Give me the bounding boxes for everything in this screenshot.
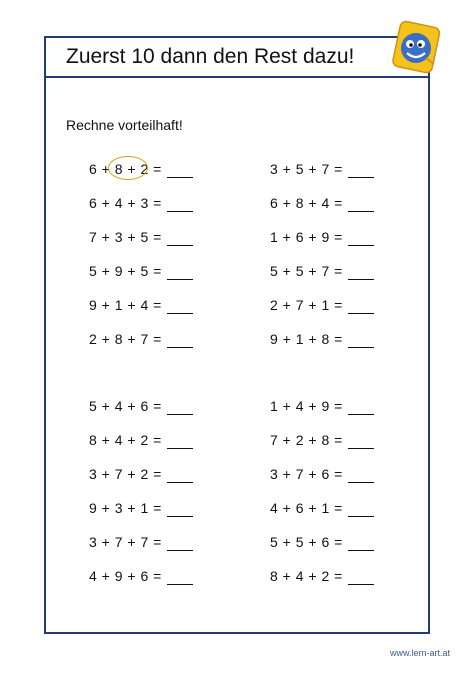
footer-url[interactable]: www.lern-art.at	[389, 648, 450, 658]
task-item	[270, 297, 410, 331]
task-item	[89, 195, 229, 229]
task-item	[89, 500, 229, 534]
answer-blank[interactable]	[348, 568, 374, 585]
task-item	[89, 432, 229, 466]
task-item	[270, 161, 410, 195]
task-item	[89, 263, 229, 297]
task-item	[270, 263, 410, 297]
task-expression: 3 + 7 + 7 =	[89, 534, 162, 550]
answer-blank[interactable]	[167, 297, 193, 314]
task-column-top-left	[89, 161, 229, 365]
answer-blank[interactable]	[348, 263, 374, 280]
task-expression: 3 + 7 + 6 =	[270, 466, 343, 482]
task-expression: 4 + 6 + 1 =	[270, 500, 343, 516]
task-item	[270, 398, 410, 432]
title-bar	[46, 38, 428, 78]
worksheet-title: Zuerst 10 dann den Rest dazu!	[66, 45, 355, 68]
task-column-bottom-right	[270, 398, 410, 602]
answer-blank[interactable]	[348, 229, 374, 246]
task-item	[89, 398, 229, 432]
answer-blank[interactable]	[167, 568, 193, 585]
task-item	[270, 534, 410, 568]
task-item	[89, 297, 229, 331]
task-expression: 6 + 8 + 4 =	[270, 195, 343, 211]
answer-blank[interactable]	[348, 500, 374, 517]
task-expression: 5 + 9 + 5 =	[89, 263, 162, 279]
answer-blank[interactable]	[167, 229, 193, 246]
answer-blank[interactable]	[167, 500, 193, 517]
task-expression: 8 + 4 + 2 =	[89, 432, 162, 448]
task-item	[270, 500, 410, 534]
task-item	[89, 229, 229, 263]
task-expression: 5 + 4 + 6 =	[89, 398, 162, 414]
task-item	[89, 161, 229, 195]
task-expression: 2 + 7 + 1 =	[270, 297, 343, 313]
task-column-top-right	[270, 161, 410, 365]
task-item	[270, 568, 410, 602]
answer-blank[interactable]	[167, 263, 193, 280]
task-item	[270, 195, 410, 229]
answer-blank[interactable]	[348, 331, 374, 348]
answer-blank[interactable]	[167, 398, 193, 415]
task-expression: 5 + 5 + 7 =	[270, 263, 343, 279]
task-expression: 6 + 4 + 3 =	[89, 195, 162, 211]
answer-blank[interactable]	[348, 432, 374, 449]
task-expression: 2 + 8 + 7 =	[89, 331, 162, 347]
task-expression: 1 + 4 + 9 =	[270, 398, 343, 414]
answer-blank[interactable]	[348, 466, 374, 483]
answer-blank[interactable]	[167, 534, 193, 551]
task-item	[270, 331, 410, 365]
task-expression: 1 + 6 + 9 =	[270, 229, 343, 245]
task-expression: 9 + 1 + 8 =	[270, 331, 343, 347]
answer-blank[interactable]	[167, 432, 193, 449]
answer-blank[interactable]	[348, 161, 374, 178]
task-expression: 4 + 9 + 6 =	[89, 568, 162, 584]
task-item	[89, 331, 229, 365]
answer-blank[interactable]	[167, 331, 193, 348]
task-column-bottom-left	[89, 398, 229, 602]
task-item	[89, 568, 229, 602]
task-expression: 7 + 3 + 5 =	[89, 229, 162, 245]
task-item	[89, 534, 229, 568]
task-expression: 7 + 2 + 8 =	[270, 432, 343, 448]
task-expression: 9 + 3 + 1 =	[89, 500, 162, 516]
task-expression: 9 + 1 + 4 =	[89, 297, 162, 313]
task-expression: 3 + 5 + 7 =	[270, 161, 343, 177]
task-item	[270, 229, 410, 263]
answer-blank[interactable]	[348, 534, 374, 551]
answer-blank[interactable]	[348, 398, 374, 415]
task-expression: 3 + 7 + 2 =	[89, 466, 162, 482]
highlight-circle	[108, 156, 148, 180]
mascot-logo-icon	[390, 18, 442, 80]
task-item	[270, 432, 410, 466]
task-item	[89, 466, 229, 500]
instruction-text: Rechne vorteilhaft!	[66, 117, 183, 133]
answer-blank[interactable]	[167, 466, 193, 483]
task-item	[270, 466, 410, 500]
task-expression: 8 + 4 + 2 =	[270, 568, 343, 584]
answer-blank[interactable]	[167, 161, 193, 178]
task-expression: 5 + 5 + 6 =	[270, 534, 343, 550]
answer-blank[interactable]	[348, 297, 374, 314]
answer-blank[interactable]	[167, 195, 193, 212]
task-expression: 6 + 8 + 2 =	[89, 161, 162, 177]
answer-blank[interactable]	[348, 195, 374, 212]
